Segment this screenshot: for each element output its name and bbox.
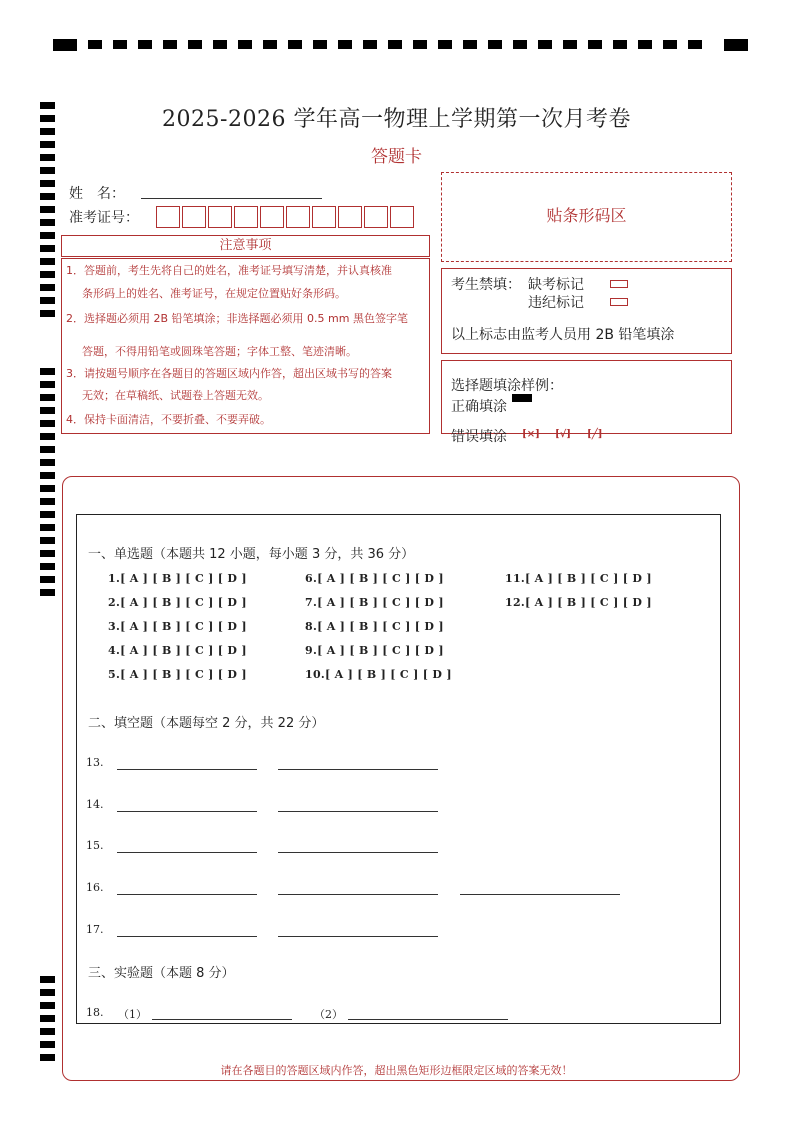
- marks-note: 以上标志由监考人员用 2B 铅笔填涂: [451, 327, 675, 343]
- mc-q11[interactable]: 11.[ A ] [ B ] [ C ] [ D ]: [505, 572, 652, 585]
- mc-q5[interactable]: 5.[ A ] [ B ] [ C ] [ D ]: [108, 668, 247, 681]
- wrong-fill-slash: [╱]: [587, 429, 603, 440]
- violation-mark-box[interactable]: [610, 298, 628, 306]
- mc-q6[interactable]: 6.[ A ] [ B ] [ C ] [ D ]: [305, 572, 444, 585]
- q18-part1-label: （1）: [118, 1008, 147, 1021]
- fill-example-title: 选择题填涂样例：: [451, 378, 563, 394]
- mc-q1[interactable]: 1.[ A ] [ B ] [ C ] [ D ]: [108, 572, 247, 585]
- exam-id-label: 准考证号：: [69, 210, 139, 226]
- mc-q4[interactable]: 4.[ A ] [ B ] [ C ] [ D ]: [108, 644, 247, 657]
- correct-fill-label: 正确填涂: [451, 399, 507, 415]
- absent-mark-label: 缺考标记: [528, 277, 584, 293]
- absent-mark-box[interactable]: [610, 280, 628, 288]
- section2-title: 二、填空题（本题每空 2 分，共 22 分）: [88, 716, 325, 731]
- q15-blank-1[interactable]: [117, 852, 257, 853]
- q16-blank-3[interactable]: [460, 894, 620, 895]
- answer-sheet-label: 答题卡: [371, 147, 422, 167]
- q14-blank-2[interactable]: [278, 811, 438, 812]
- q18-number: 18.: [86, 1006, 104, 1019]
- name-label: 姓 名：: [69, 186, 125, 202]
- section1-title: 一、单选题（本题共 12 小题，每小题 3 分，共 36 分）: [88, 547, 415, 562]
- exam-title: 2025-2026 学年高一物理上学期第一次月考卷: [162, 107, 631, 132]
- q14-number: 14.: [86, 798, 104, 811]
- correct-fill-sample: [512, 394, 532, 402]
- q15-blank-2[interactable]: [278, 852, 438, 853]
- exam-marks-label: 考生禁填：: [451, 277, 521, 293]
- q13-number: 13.: [86, 756, 104, 769]
- notice-item-1b: 条形码上的姓名、准考证号，在规定位置贴好条形码。: [82, 287, 346, 300]
- wrong-fill-x: [×]: [522, 429, 540, 440]
- mc-q10[interactable]: 10.[ A ] [ B ] [ C ] [ D ]: [305, 668, 452, 681]
- q14-blank-1[interactable]: [117, 811, 257, 812]
- q17-blank-1[interactable]: [117, 936, 257, 937]
- q16-blank-1[interactable]: [117, 894, 257, 895]
- mc-q9[interactable]: 9.[ A ] [ B ] [ C ] [ D ]: [305, 644, 444, 657]
- barcode-label: 贴条形码区: [546, 206, 627, 225]
- q16-blank-2[interactable]: [278, 894, 438, 895]
- mc-q7[interactable]: 7.[ A ] [ B ] [ C ] [ D ]: [305, 596, 444, 609]
- name-field[interactable]: [141, 198, 322, 199]
- section3-title: 三、实验题（本题 8 分）: [88, 966, 235, 981]
- notice-item-1a: 1．答题前，考生先将自己的姓名，准考证号填写清楚，并认真核准: [66, 264, 392, 277]
- wrong-fill-label: 错误填涂: [451, 429, 507, 445]
- q17-number: 17.: [86, 923, 104, 936]
- q16-number: 16.: [86, 881, 104, 894]
- q18-blank-2[interactable]: [348, 1019, 508, 1020]
- mc-q2[interactable]: 2.[ A ] [ B ] [ C ] [ D ]: [108, 596, 247, 609]
- notice-item-3a: 3．请按题号顺序在各题目的答题区域内作答，超出区域书写的答案: [66, 367, 392, 380]
- q13-blank-2[interactable]: [278, 769, 438, 770]
- notice-item-2a: 2．选择题必须用 2B 铅笔填涂；非选择题必须用 0.5 mm 黑色签字笔: [66, 312, 408, 325]
- wrong-fill-check: [√]: [555, 429, 572, 440]
- q18-part2-label: （2）: [314, 1008, 343, 1021]
- q17-blank-2[interactable]: [278, 936, 438, 937]
- notice-item-4: 4．保持卡面清洁，不要折叠、不要弄破。: [66, 413, 271, 426]
- notice-item-3b: 无效；在草稿纸、试题卷上答题无效。: [82, 389, 269, 402]
- footer-warning: 请在各题目的答题区域内作答，超出黑色矩形边框限定区域的答案无效！: [220, 1064, 573, 1077]
- q13-blank-1[interactable]: [117, 769, 257, 770]
- notice-title: 注意事项: [61, 235, 430, 257]
- q15-number: 15.: [86, 839, 104, 852]
- mc-q8[interactable]: 8.[ A ] [ B ] [ C ] [ D ]: [305, 620, 444, 633]
- violation-mark-label: 违纪标记: [528, 295, 584, 311]
- mc-q12[interactable]: 12.[ A ] [ B ] [ C ] [ D ]: [505, 596, 652, 609]
- mc-q3[interactable]: 3.[ A ] [ B ] [ C ] [ D ]: [108, 620, 247, 633]
- q18-blank-1[interactable]: [152, 1019, 292, 1020]
- barcode-area: [441, 172, 732, 262]
- notice-item-2b: 答题，不得用铅笔或圆珠笔答题；字体工整、笔迹清晰。: [82, 345, 357, 358]
